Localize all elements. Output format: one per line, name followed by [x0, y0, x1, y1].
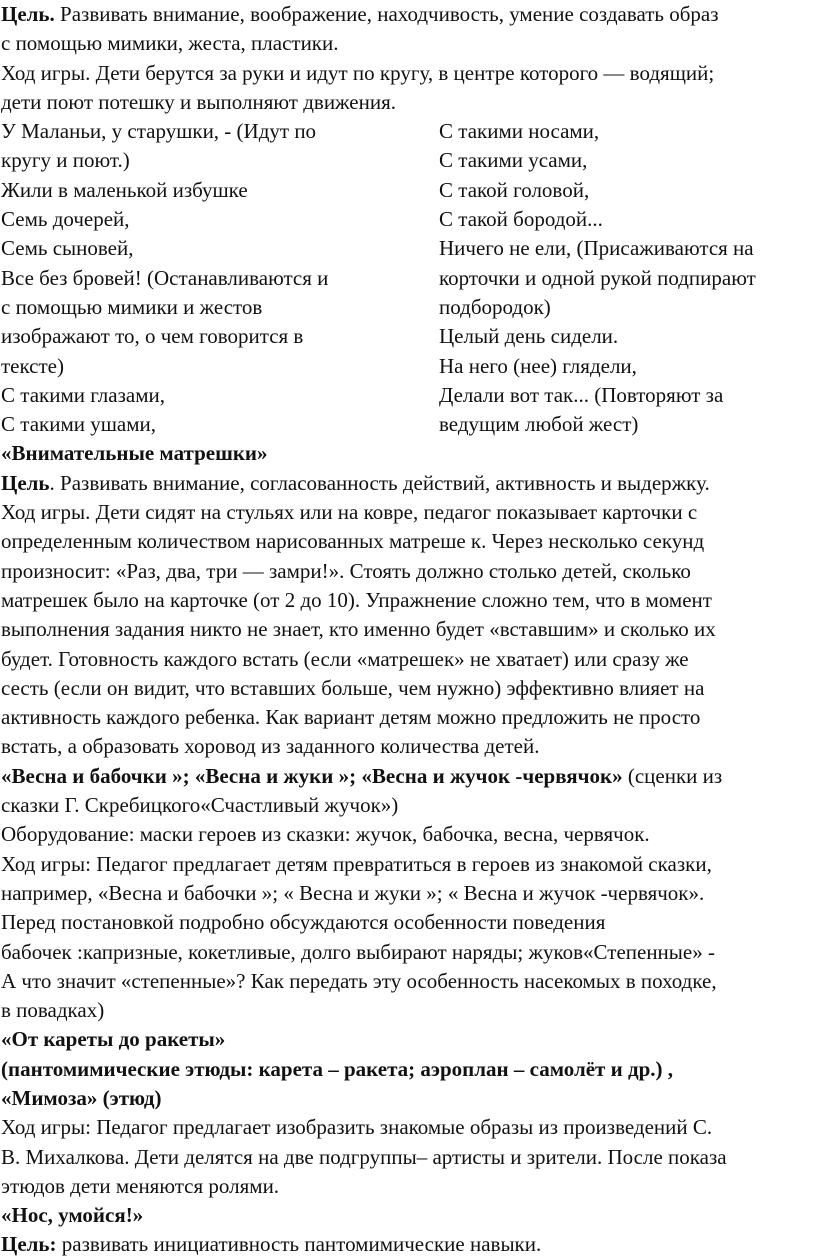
poem-line: корточки и одной рукой подпирают — [439, 265, 756, 290]
course-line-2: дети поют потешку и выполняют движения. — [1, 89, 397, 114]
section-title-nos: «Нос, умойся!» — [1, 1203, 144, 1228]
poem-line: кругу и поют.) — [1, 148, 130, 173]
poem-right-column — [439, 117, 816, 439]
poem-line: ведущим любой жест) — [439, 412, 639, 437]
paragraph-line: выполнения задания никто не знает, кто именно будет «вставшим» и сколько их — [1, 617, 716, 642]
goal-label: Цель. — [1, 2, 55, 26]
section-title-normal: (сценки из — [622, 763, 723, 788]
poem-line: Все без бровей! (Останавливаются и — [1, 265, 329, 290]
goal-text: развивать инициативность пантомимические навыки. — [56, 1232, 542, 1257]
poem-line: Ничего не ели, (Присаживаются на — [439, 236, 754, 261]
poem-line: Семь сыновей, — [1, 236, 134, 261]
poem-line: С такой бородой... — [439, 207, 603, 232]
poem-line: С такими ушами, — [1, 412, 156, 437]
poem-line: подбородок) — [439, 294, 551, 319]
paragraph-line: Ход игры: Педагог предлагает изобразить знакомые образы из произведений С. — [1, 1115, 713, 1140]
poem-line: Жили в маленькой избушке — [1, 177, 248, 202]
paragraph-line: А что значит «степенные»? Как передать эту особенность насекомых в походке, — [1, 968, 717, 993]
poem-line: Семь дочерей, — [1, 207, 130, 232]
poem-line: С такой головой, — [439, 177, 590, 202]
poem-line: На него (нее) глядели, — [439, 353, 637, 378]
paragraph-line: Ход игры: Педагог предлагает детям превратиться в героев из знакомой сказки, — [1, 851, 712, 876]
poem-line: С такими усами, — [439, 148, 588, 173]
poem-line: с помощью мимики и жестов — [1, 294, 263, 319]
poem-line: Целый день сидели. — [439, 324, 619, 349]
goal-line — [1, 1230, 816, 1259]
paragraph-line: Ход игры. Дети сидят на стульях или на ковре, педагог показывает карточки с — [1, 500, 698, 525]
section-title-bold: «Весна и бабочки »; «Весна и жуки »; «Весна и жучок -червячок» — [1, 763, 623, 788]
goal-text: Развивать внимание, воображение, находчивость, умение создавать образ — [54, 2, 719, 26]
paragraph-line: Перед постановкой подробно обсуждаются особенности поведения — [1, 910, 606, 935]
paragraph-line: Оборудование: маски героев из сказки: жучок, бабочка, весна, червячок. — [1, 822, 650, 847]
paragraph-line: сесть (если он видит, что вставших больше, чем нужно) эффективно влияет на — [1, 675, 705, 700]
paragraph-line: будет. Готовность каждого встать (если «матрешек» не хватает) или сразу же — [1, 646, 689, 671]
section-title-vesna — [1, 762, 816, 791]
paragraph-line: определенным количеством нарисованных матреше к. Через несколько секунд — [1, 529, 705, 554]
poem-line: Делали вот так... (Повторяют за — [439, 382, 724, 407]
paragraph-line: В. Михалкова. Дети делятся на две подгруппы– артисты и зрители. После показа — [1, 1144, 727, 1169]
goal-label: Цель: — [1, 1232, 57, 1257]
section-title-line-2: сказки Г. Скребицкого«Счастливый жучок») — [1, 793, 399, 818]
section-title-karety: «От кареты до ракеты» — [1, 1027, 226, 1052]
goal-label: Цель — [1, 470, 50, 495]
poem-columns — [1, 117, 816, 439]
section-subtitle-2: «Мимоза» (этюд) — [1, 1085, 162, 1110]
paragraph-line: активность каждого ребенка. Как вариант детям можно предложить не просто — [1, 705, 701, 730]
poem-left-column — [1, 117, 439, 439]
goal-line — [1, 0, 816, 29]
paragraph-line: бабочек :капризные, кокетливые, долго выбирают наряды; жуков«Степенные» - — [1, 939, 715, 964]
paragraph-line: этюдов дети меняются ролями. — [1, 1173, 280, 1198]
poem-line: С такими носами, — [439, 119, 600, 144]
paragraph-line: произносит: «Раз, два, три — замри!». Стоять должно столько детей, сколько — [1, 558, 691, 583]
paragraph-line: встать, а образовать хоровод из заданного количества детей. — [1, 734, 540, 759]
poem-line: У Маланьи, у старушки, - (Идут по — [1, 119, 317, 144]
paragraph-line: в повадках) — [1, 998, 105, 1023]
poem-line: тексте) — [1, 353, 64, 378]
section-subtitle: (пантомимические этюды: карета – ракета; аэроплан – самолёт и др.) , — [1, 1056, 674, 1081]
poem-line: С такими глазами, — [1, 382, 165, 407]
goal-line — [1, 469, 816, 498]
paragraph-line: матрешек было на карточке (от 2 до 10). Упражнение сложно тем, что в момент — [1, 587, 712, 612]
goal-text: . Развивать внимание, согласованность действий, активность и выдержку. — [49, 470, 710, 495]
poem-line: изображают то, о чем говорится в — [1, 324, 304, 349]
course-line-1: Ход игры. Дети берутся за руки и идут по кругу, в центре которого — водящий; — [1, 60, 715, 85]
paragraph-line: например, «Весна и бабочки »; « Весна и жуки »; « Весна и жучок -червячок». — [1, 880, 705, 905]
section-title-matryoshki: «Внимательные матрешки» — [1, 441, 268, 466]
goal-line-2: с помощью мимики, жеста, пластики. — [1, 31, 339, 56]
